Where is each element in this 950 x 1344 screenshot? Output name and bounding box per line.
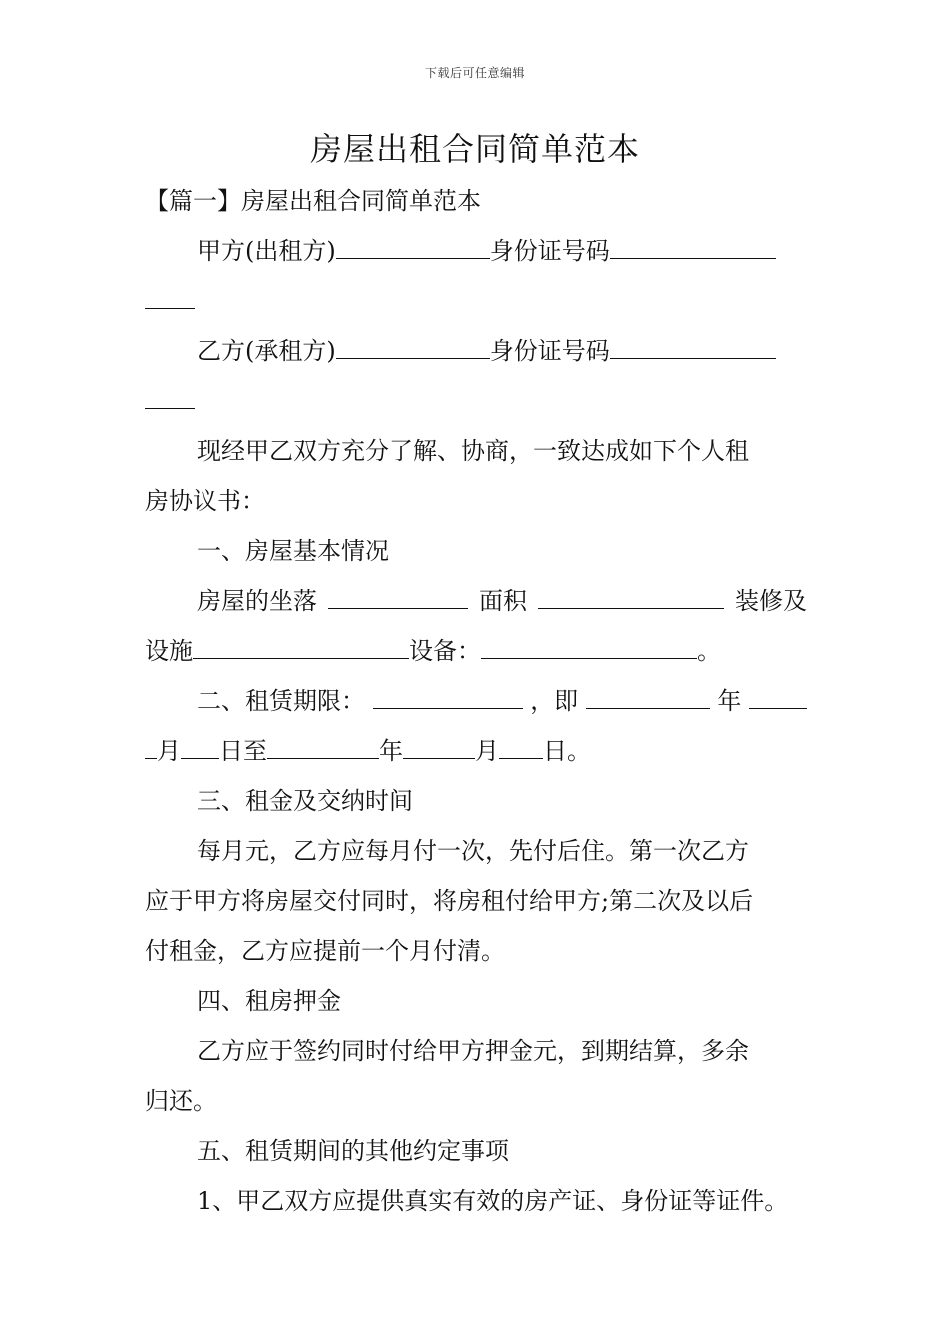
document-title: 房屋出租合同简单范本: [309, 130, 640, 168]
party-a-id-blank-cont[interactable]: [145, 278, 195, 309]
party-a-id-label: 身份证号码: [489, 237, 610, 265]
clause4-heading: 四、租房押金: [197, 987, 341, 1015]
clause2-line-2: [145, 728, 807, 778]
end-month-blank[interactable]: [403, 728, 475, 759]
decor-label: 装修及: [735, 587, 807, 615]
intro-line-2: 房协议书：: [145, 487, 265, 515]
clause2-comma: ，即: [530, 687, 579, 715]
party-b-name-blank[interactable]: [336, 328, 490, 359]
day-to-label: 日至: [219, 737, 267, 765]
document-body: [145, 178, 807, 1228]
section-heading: 【篇一】房屋出租合同简单范本: [145, 187, 481, 215]
party-a-label: 甲方(出租方): [197, 237, 336, 265]
clause1-end: 。: [697, 637, 721, 665]
clause2-line-1: [145, 678, 807, 728]
facility-label: 设施: [145, 637, 193, 665]
party-b-id-blank[interactable]: [610, 328, 776, 359]
party-b-id-label: 身份证号码: [489, 337, 610, 365]
clause3-heading: 三、租金及交纳时间: [197, 787, 413, 815]
area-blank[interactable]: [538, 578, 724, 609]
header-note: 下载后可任意编辑: [424, 66, 525, 80]
party-b-line: [145, 328, 807, 378]
clause4-line-1: 乙方应于签约同时付给甲方押金元，到期结算，多余: [197, 1037, 749, 1065]
clause1-line-1: [145, 578, 807, 628]
party-b-id-blank-cont[interactable]: [145, 378, 195, 409]
start-month-blank-cont[interactable]: [145, 728, 157, 759]
clause5-item-1: 1、甲乙双方应提供真实有效的房产证、身份证等证件。: [197, 1187, 789, 1215]
clause1-line-2: [145, 628, 807, 678]
clause3-line-1: 每月元，乙方应每月付一次，先付后住。第一次乙方: [197, 837, 749, 865]
party-a-name-blank[interactable]: [336, 228, 490, 259]
clause5-heading: 五、租赁期间的其他约定事项: [197, 1137, 509, 1165]
area-label: 面积: [479, 587, 527, 615]
clause2-heading: 二、租赁期限：: [197, 687, 365, 715]
start-year-label: 年: [717, 687, 742, 715]
clause3-line-3: 付租金，乙方应提前一个月付清。: [145, 937, 505, 965]
intro-line-1: 现经甲乙双方充分了解、协商，一致达成如下个人租: [197, 437, 749, 465]
party-a-line: [145, 228, 807, 278]
start-year-blank[interactable]: [586, 678, 710, 709]
start-month-label: 月: [157, 737, 181, 765]
facility-blank[interactable]: [193, 628, 409, 659]
end-month-label: 月: [475, 737, 499, 765]
clause3-line-2: 应于甲方将房屋交付同时，将房租付给甲方;第二次及以后: [145, 887, 754, 915]
end-year-blank[interactable]: [267, 728, 379, 759]
location-label: 房屋的坐落: [197, 587, 317, 615]
end-year-label: 年: [379, 737, 403, 765]
start-month-blank[interactable]: [749, 678, 807, 709]
term-blank[interactable]: [373, 678, 523, 709]
party-a-id-blank[interactable]: [610, 228, 776, 259]
equipment-blank[interactable]: [481, 628, 697, 659]
clause4-line-2: 归还。: [145, 1087, 217, 1115]
location-blank[interactable]: [328, 578, 468, 609]
day-end-label: 日。: [543, 737, 591, 765]
end-day-blank[interactable]: [499, 728, 543, 759]
party-a-line-cont: [145, 278, 807, 328]
party-b-label: 乙方(承租方): [197, 337, 336, 365]
clause1-heading: 一、房屋基本情况: [197, 537, 389, 565]
party-b-line-cont: [145, 378, 807, 428]
start-day-blank[interactable]: [181, 728, 219, 759]
equipment-label: 设备：: [409, 637, 481, 665]
